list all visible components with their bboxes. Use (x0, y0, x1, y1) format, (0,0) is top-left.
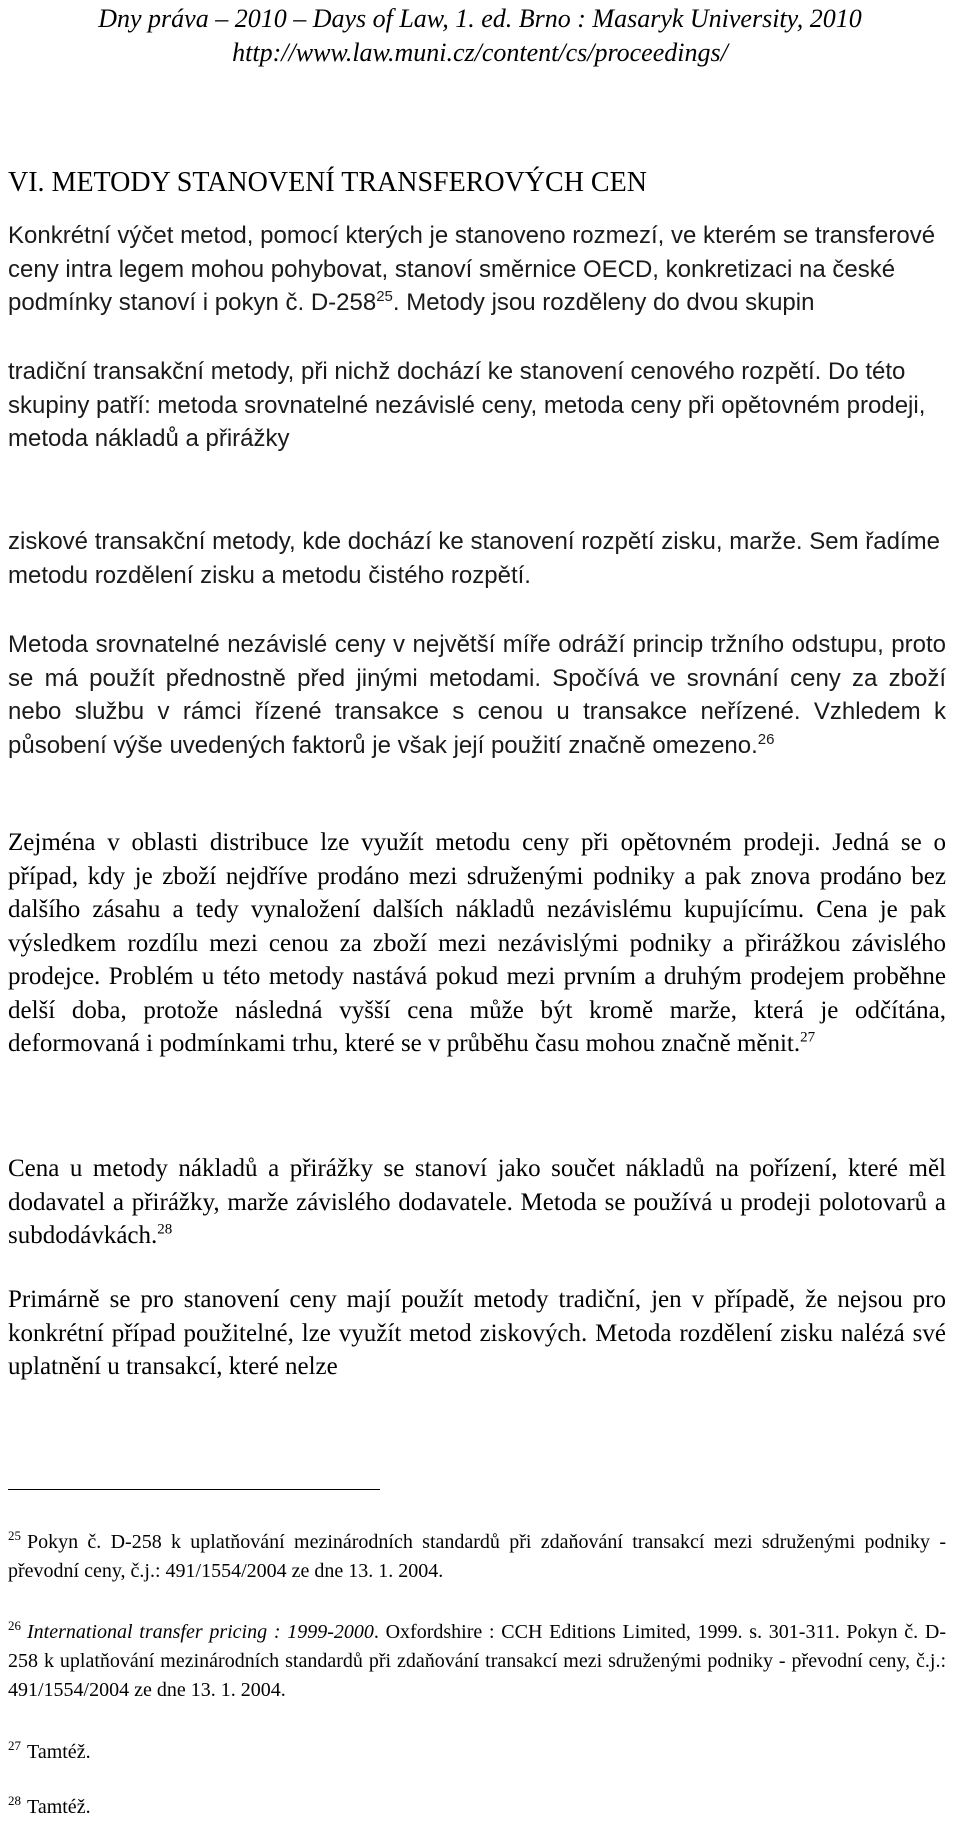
footnote-ref-28: 28 (157, 1221, 173, 1238)
footnote-text: Tamtéž. (27, 1741, 91, 1763)
paragraph-resale-method (8, 826, 946, 1061)
footnote-ref-25: 25 (376, 288, 393, 305)
paragraph-intro (8, 219, 946, 320)
paragraph-primary-use: Primárně se pro stanovení ceny mají použít metody tradiční, jen v případě, že nejsou pro konkrétní případ použitelné, lze využít metod ziskových. Metoda rozdělení zisku nalézá své uplatnění u transakcí, které nelze (8, 1286, 946, 1380)
running-header-citation: Dny práva – 2010 – Days of Law, 1. ed. Brno : Masaryk University, 2010 (98, 4, 862, 33)
footnote-separator (8, 1489, 380, 1490)
footnote-ref-26: 26 (757, 730, 775, 748)
footnote-italic-title: International transfer pricing : 1999-2000 (27, 1621, 374, 1643)
footnote-26 (8, 1618, 946, 1705)
footnote-28 (8, 1793, 946, 1822)
paragraph-intro-text-b: . Metody jsou rozděleny do dvou skupin (392, 289, 815, 316)
footnote-25 (8, 1528, 946, 1586)
footnote-number: 28 (8, 1793, 21, 1809)
paragraph-profit-methods: ziskové transakční metody, kde dochází ke stanovení rozpětí zisku, marže. Sem řadíme metodu rozdělení zisku a metodu čistého rozpětí. (8, 528, 940, 589)
footnote-number: 25 (8, 1528, 21, 1544)
footnote-number: 27 (8, 1738, 21, 1754)
paragraph-cost-plus-method (8, 1152, 946, 1253)
footnote-text: Tamtéž. (27, 1796, 91, 1818)
footnote-number: 26 (8, 1618, 21, 1634)
footnote-27 (8, 1738, 946, 1767)
footnote-text: Pokyn č. D-258 k uplatňování mezinárodních standardů při zdaňování transakcí mezi sdruženými podniky - převodní ceny, č.j.: 491/1554/2004 ze dne 13. 1. 2004. (8, 1531, 946, 1582)
running-header-url: http://www.law.muni.cz/content/cs/proceedings/ (232, 38, 728, 67)
footnote-text: . Oxfordshire : CCH Editions Limited, 1999. s. 301-311. Pokyn č. D-258 k uplatňování mezinárodních standardů při zdaňování transakcí mezi sdruženými podniky - převodní ceny, č.j.: 491/1554/2004 ze dne 13. 1. 2004. (8, 1621, 946, 1701)
paragraph-resale-text: Zejména v oblasti distribuce lze využít metodu ceny při opětovném prodeji. Jedná se o případ, kdy je zboží nejdříve prodáno mezi sdruženými podniky a pak znova prodáno bez dalšího zásahu a tedy vynaložení dalších nákladů nezávislému kupujícímu. Cena je pak výsledkem rozdílu mezi cenou za zboží mezi nezávislými podniky a přirážkou závislého prodejce. Problém u této metody nastává pokud mezi prvním a druhým prodejem proběhne delší doba, protože následná vyšší cena může být kromě marže, která je odčítána, deformovaná i podmínkami trhu, které se v průběhu času mohou značně měnit. (8, 829, 946, 1057)
paragraph-cost-plus-text: Cena u metody nákladů a přirážky se stanoví jako součet nákladů na pořízení, které měl dodavatel a přirážky, marže závislého dodavatele. Metoda se používá u prodeji polotovarů a subdodávkách. (8, 1155, 946, 1249)
paragraph-traditional-methods: tradiční transakční metody, při nichž dochází ke stanovení cenového rozpětí. Do této skupiny patří: metoda srovnatelné nezávislé ceny, metoda ceny při opětovném prodeji, metoda nákladů a přirážky (8, 358, 926, 452)
section-title: VI. METODY STANOVENÍ TRANSFEROVÝCH CEN (8, 167, 647, 198)
paragraph-cup-text: Metoda srovnatelné nezávislé ceny v největší míře odráží princip tržního odstupu, proto se má použít přednostně před jinými metodami. Spočívá ve srovnání ceny za zboží nebo službu v rámci řízené transakce s cenou u transakce neřízené. Vzhledem k působení výše uvedených faktorů je však její použití značně omezeno. (8, 631, 946, 759)
paragraph-intro-text-a: Konkrétní výčet metod, pomocí kterých je stanoveno rozmezí, ve kterém se transferové ceny intra legem mohou pohybovat, stanoví směrnice OECD, konkretizaci na české podmínky stanoví i pokyn č. D-258 (8, 222, 936, 316)
paragraph-cup-method (8, 628, 946, 762)
footnote-ref-27: 27 (800, 1029, 816, 1046)
